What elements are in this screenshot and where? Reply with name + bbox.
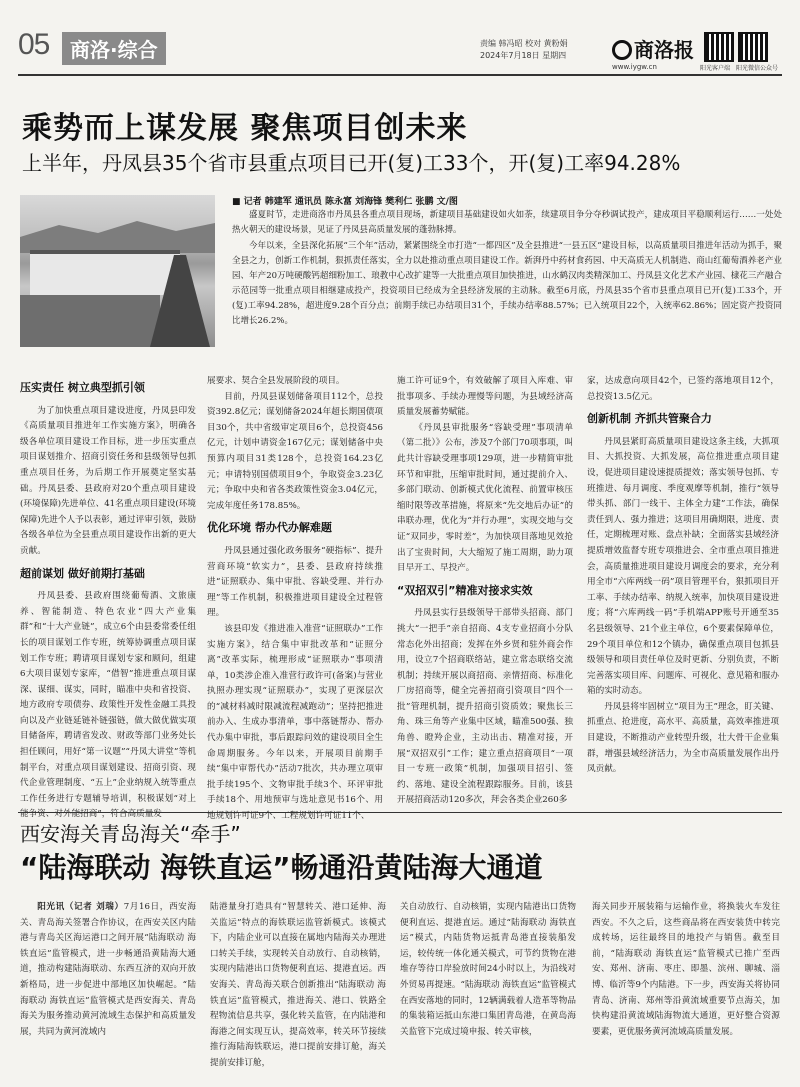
byline: ■ 记者 韩建军 通讯员 陈永富 刘海锋 樊利仁 张鹏 文/图 [232, 197, 458, 207]
kicker: 西安海关青岛海关“牵手” [20, 822, 241, 846]
paragraph: 丹凤县实行县级领导干部带头招商、部门挑大“一把手”亲自招商、4支专业招商小分队常态化外出招商；发挥在外乡贤和驻外商会作用，设立7个招商联络站，建立常态联络交流机制；持续开展以商招商、亲情招商、标准化厂房招商等，健全完善招商引资项目“四个一批”管理机制，提升招商引资质效；聚焦长三角、珠三角等产业集中区域，瞄准500强、独角兽、瞪羚企业，主动出击、精准对接，开展“双招双引”工作；建立重点招商项目“一项目一专班一政策”机制，加强项目招引、签约、落地、建设全流程跟踪服务。目前，该县开展招商活动120多次，拜会各类企业260多 [397, 608, 573, 806]
paragraph: 丹凤县将牢固树立“项目为王”理念，盯关键、抓重点、抢进度，高水平、高质量，高效率推进项目建设，不断推动产业转型升级，壮大骨干企业集群，增强县域经济活力，为全市高质量发展作出丹凤贡献。 [587, 701, 779, 775]
paragraph: 目前，丹凤县谋划储备项目112个，总投资392.8亿元；谋划储备2024年超长期国债项目30个，共中省级审定项目6个，总投资456亿元，计划申请资金167亿元；谋划储备中央预算内项目31类128个，总投资164.23亿元；申请特别国债项目9个，争取资金3.23亿元；争取中央和省各类政策性资金3.04亿元，完成年度任务178.85%。 [207, 391, 383, 511]
headline: 乘势而上谋发展 聚焦项目创未来 [22, 111, 468, 146]
header-rule [18, 74, 782, 76]
issue-date: 2024年7月18日 星期四 [480, 51, 567, 60]
article-column [400, 900, 576, 1040]
section-divider [18, 812, 782, 813]
qr-label: 阳光微信公众号 [736, 65, 779, 72]
article-column [592, 900, 780, 1040]
paragraph: 丹凤县委、县政府围绕葡萄酒、文旅康养、智能制造、特色农业“四大产业集群”和“十大产业链”，成立6个由县委常委任组长的项目谋划工作专班，统筹协调重点项目谋划工作专班；聘请项目谋划专家和顾问，组建6大项目谋划专家库，“借智”推进重点项目谋深、谋细、谋实，同时，瞄准中央和省投资、地方政府专项债券、政策性开发性金融工具投向以及产业链延链补链强链，做大做优做实项目储备库，聘请省发改、财政等部门业务处长担任顾问，用好“第一议题”“丹凤大讲堂”等机制平台，对重点项目谋划建设、招商引资、现代企业管理制度、“五上”企业纳规入统等重点工作任务进行专题辅导培训，积极谋划“对上能争资、对外能招商”，符合高质量发 [20, 591, 196, 820]
paragraph: 关自动放行、自动核销，实现内陆港出口货物便利直运、提港直运。通过“陆海联动 海铁直运”模式，内陆货物运抵青岛港直接装船发运，较传统一体化通关模式，可节约货物在港堆存等待口岸验放时间24小时以上，为沿线对外贸易再提速。“陆海联动 海铁直运”监管模式在西安落地的同时，12辆满载着人造革等物品的集装箱运抵山东港口集团青岛港，在黄岛海关监管下完成过境申报、转关审核， [400, 902, 576, 1037]
newspaper-logo: 商洛报 [612, 34, 704, 62]
paragraph: 施工许可证9个，有效破解了项目入库难、审批事项多、手续办理慢等问题，为县域经济高质量发展蓄势赋能。 [397, 376, 573, 418]
paragraph: 展要求、契合全县发展阶段的项目。 [207, 376, 345, 386]
qr-code-icon[interactable] [738, 32, 768, 62]
qr-code-icon[interactable] [704, 32, 734, 62]
sun-icon [612, 40, 632, 60]
article-column [20, 374, 196, 823]
paragraph: 海关同步开展装箱与运输作业，将换装火车发往西安。不久之后，这些商品将在西安装货中转完成转场，运往最终目的地投产与销售。截至目前，“陆海联动 海铁直运”监管模式已推广至西安、郑州、济南、枣庄、即墨、滨州、聊城、淄博、临沂等9个内陆港。下一步，西安海关将协同青岛、济南、郑州等沿黄流域重要节点海关，加快构建沿黄流域陆海物流大通道，更好整合资源要素，更优服务黄河流域高质量发展。 [592, 902, 780, 1037]
byline: 阳光讯（记者 刘瑞） [37, 902, 124, 912]
article-column [210, 900, 386, 1072]
section-heading: 创新机制 齐抓共管聚合力 [587, 412, 712, 426]
section-heading: “双招双引”精准对接求实效 [397, 583, 533, 597]
editors-credit: 责编 韩冯昭 校对 黄粉娟 [480, 39, 568, 48]
section-heading: 优化环境 帮办代办解难题 [207, 521, 332, 535]
paragraph: 丹凤县紧盯高质量项目建设这条主线，大抓项目、大抓投资、大抓发展，高位推进重点项目建设，促进项目建设速提质提效；落实领导包抓、专班推进、每月调度、季度观摩等机制，推行“领导带头抓、部门一线干、主体全力建”工作法，确保责任到人、强力推进；这项目用确期限，进度、责任，定期梳理对账、盘点补缺；全面落实县域经济提质增效监督专班专项推进会、全市重点项目推进会，高质量推进项目建设月调度会的要求，充分利用全市“六库两线一码”项目管理平台，狠抓项目开工率、手续办结率、纳规入统率，加快项目建设进度；将“六库两线一码”手机端APP账号开通至35名县级领导、21个业主单位，6个要素保障单位，29个项目单位和12个镇办，确保重点项目包抓县级领导和项目责任单位及时更新、分别负责，不断完善落实项目库、问题库、可视化、意见箱和服办箱的实时动态。 [587, 436, 779, 697]
article-column [207, 374, 383, 825]
article-column [20, 900, 196, 1040]
lead-paragraph: 今年以来，全县深化拓展“三个年”活动，紧紧围绕全市打造“一都四区”及全县推进“一县五区”建设目标，以高质量项目推进年活动为抓手，聚全县之力，创新工作机制，狠抓责任落实，全力以赴推动重点项目建设工作。新湃丹中药材食药园、中天高质无人机制造、商山红葡萄酒养老产业园、年产20万吨硬酸钙超细粉加工、琅教中心改扩建等一大批重点项目加快推进，山水鹤汉肉类精深加工、丹凤县文化艺术产业园、棣花三产融合示范园等一批重点项目相继建成投产，投资项目已经成为全县经济发展的主动脉。截至6月底，丹凤县35个省市县重点项目已开(复)工33个，开(复)工率94.28%，超进度9.28个百分点；前期手续已办结项目31个，手续办结率88.57%；已入统项目22个，入统率62.86%；固定资产投资同比增长26.2%。 [232, 241, 782, 326]
project-photo [20, 195, 215, 347]
paragraph: 为了加快重点项目建设进度，丹凤县印发《高质量项目推进年工作实施方案》，明确各级各单位项目建设工作目标，进一步压实重点项目谋划推介、招商引资任务和县级领导包抓重点项目任务，为后期工作开展奠定坚实基础。丹凤县委、县政府对20个重点项目建设(环境保障)先进单位、41名重点项目建设(环境保障)先进个人予以表彰，通过评审引领，鼓励各级各单位为全县重点项目建设作出新的更大贡献。 [20, 405, 196, 556]
page-number: 05 [18, 28, 50, 61]
lead-paragraphs [232, 208, 782, 330]
masthead [0, 0, 800, 72]
paragraph: 丹凤县通过强化政务服务“硬指标”、提升营商环境“软实力”，县委、县政府持续推进“证照联办、集中审批、容缺受理、并行办理”等工作机制，积极推进项目建设全过程管理。 [207, 545, 383, 619]
section-title: 商洛·综合 [62, 32, 166, 65]
qr-label: 阳光客户端 [700, 65, 731, 72]
paragraph: 该县印发《推进准入准营“证照联办”工作实施方案》，结合集中审批改革和“证照分离”改革实际，梳理形成“证照联办”事项清单，10类涉企准入准营行政许可(备案)与营业执照办理实现“证照联办”，实现了更深层次的“减材料减时限减流程减跑动”；坚持把推进前办入、生成办事清单，事中落链帮办、帮办代办集中审批，事后跟踪问效的建设项目全生命周期服务。今年以来，开展项目前期手续“集中审帮代办”活动7批次，共办理立项审批手续195个、文物审批手续3个、环评审批手续18个、用地预审与选址意见书16个、用地规划许可证9个、工程规划许可证11个、 [207, 623, 383, 822]
lead-paragraph: 盛夏时节，走进商洛市丹凤县各重点项目现场，新建项目基础建设如火如荼，续建项目争分夺秒调试投产，建成项目平稳顺利运行……一处处热火朝天的建设场景，见证了丹凤县高质量发展的蓬勃脉搏。 [232, 210, 782, 235]
article-column [587, 374, 779, 778]
section-heading: 超前谋划 做好前期打基础 [20, 566, 145, 580]
paragraph: 陆港量身打造具有“智慧转关、港口延伸、海关监运”特点的海铁联运监管新模式。该模式下，内陆企业可以直接在属地内陆海关办理进口转关手续，实现转关自动放行、自动核销，实现内陆港出口货物便利直运、提港直运。西安海关、青岛海关联合创新推出“陆海联动 海铁直运”监管模式，推进海关、港口、铁路全程物流信息共享，强化转关监管，在内陆港和海港之间实现互认，提高效率，转关环节接续推行海陆海铁联运，港口提前安排订舱，海关提前安排订舱， [210, 902, 386, 1068]
paragraph: 《丹凤县审批服务“容缺受理”事项清单（第二批）》公布，涉及7个部门70项事项，叫此共计容缺受理事项129项，进一步精简审批环节和审批，压缩审批时间，通过提前介入、多部门联动、创新模式优化流程、前置审核压缩时限等改革措施，将原来“先交地后办证”的串联办理，优化为“并行办理”，实现交地与交证“双同步，零时差”，为加快项目落地见效抢出了宝贵时间，大大缩短了施工周期，助力项目早开工、早投产。 [397, 422, 573, 574]
paragraph: 家，达成意向项目42个，已签约落地项目12个，总投资13.5亿元。 [587, 376, 779, 402]
website-url[interactable]: www.iygw.cn [612, 63, 657, 71]
subheadline: 上半年，丹凤县35个省市县重点项目已开(复)工33个，开(复)工率94.28% [22, 151, 681, 175]
paragraph: 7月16日，西安海关、青岛海关签署合作协议，在西安关区内陆港与青岛关区海运港口之间开展“陆海联动 海铁直运”监管模式，进一步畅通沿黄陆海大通道，推动构建陆海联动、东西互济的双向开放新格局，进一步促进中部地区加快崛起。“陆海联动 海铁直运”监管模式是西安海关、青岛海关为服务推动黄河流域生态保护和高质量发展，共同为黄河流域内 [20, 902, 196, 1037]
headline: “陆海联动 海铁直运”畅通沿黄陆海大通道 [20, 851, 543, 884]
section-heading: 压实责任 树立典型抓引领 [20, 381, 145, 394]
article-column [397, 374, 573, 809]
